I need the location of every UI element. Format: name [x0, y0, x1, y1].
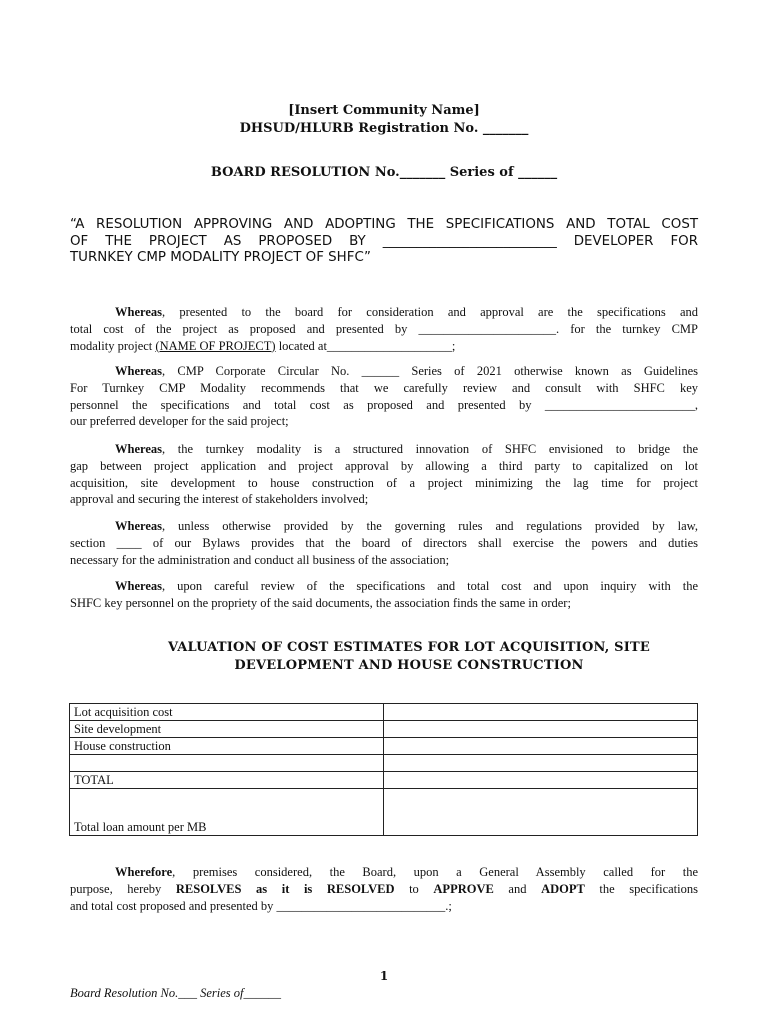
- registration-number: DHSUD/HLURB Registration No. _______: [239, 121, 529, 136]
- wherefore-keyword: Wherefore: [115, 865, 173, 879]
- wherefore-paragraph: Wherefore, premises considered, the Board, upon a General Assembly called for the purpose, hereby RESOLVES as it is RESOLVED to APPROVE and ADOPT the specifications and total cost proposed and presented by ___________________________.;: [70, 865, 698, 913]
- table-row: [70, 721, 698, 738]
- whereas-keyword: Whereas: [115, 579, 162, 593]
- row-label: [70, 755, 384, 772]
- project-name-placeholder: (NAME OF PROJECT): [155, 338, 276, 353]
- whereas-keyword: Whereas: [115, 519, 162, 533]
- row-value: [384, 772, 698, 789]
- whereas-keyword: Whereas: [115, 364, 162, 378]
- whereas-paragraph-4: Whereas, unless otherwise provided by the governing rules and regulations provided by law, section ____ of our Bylaws provides that the board of directors shall exercise the powers and duties necessary for the administration and conduct all business of the association;: [70, 519, 698, 567]
- whereas-keyword: Whereas: [115, 442, 162, 456]
- whereas-paragraph-1: Whereas, presented to the board for consideration and approval are the specifications and total cost of the project as proposed and presented by ______________________. for the turnkey CMP modality project (NAME OF PROJECT) located at____________________;: [70, 305, 698, 353]
- row-value: [384, 721, 698, 738]
- title-line-1: “A RESOLUTION APPROVING AND ADOPTING THE SPECIFICATIONS AND TOTAL COST: [70, 217, 698, 232]
- table-row: [70, 704, 698, 721]
- table-row: [70, 772, 698, 789]
- row-value: [384, 704, 698, 721]
- table-row: [70, 789, 698, 836]
- resolution-title: [70, 217, 698, 267]
- page-footer: Board Resolution No.___ Series of______: [70, 986, 281, 1000]
- row-value: [384, 789, 698, 836]
- whereas-paragraph-2: Whereas, CMP Corporate Circular No. ______ Series of 2021 otherwise known as Guidelines For Turnkey CMP Modality recommends that we carefully review and consult with SHFC key personnel the specifications and total cost as proposed and presented by ________________________, our preferred developer for the said project;: [70, 364, 698, 429]
- row-value: [384, 755, 698, 772]
- title-line-3: TURNKEY CMP MODALITY PROJECT OF SHFC”: [70, 250, 371, 265]
- page-number: 1: [379, 969, 389, 983]
- table-row: [70, 738, 698, 755]
- title-line-2: OF THE PROJECT AS PROPOSED BY __________________________ DEVELOPER FOR: [70, 233, 698, 249]
- row-label: TOTAL: [70, 772, 384, 789]
- community-name: [Insert Community Name]: [288, 103, 480, 118]
- board-resolution-number: BOARD RESOLUTION No._______ Series of ______: [210, 165, 558, 180]
- whereas-paragraph-3: Whereas, the turnkey modality is a structured innovation of SHFC envisioned to bridge the gap between project application and project approval by allowing a third party to capitalized on lot acquisition, site development to house construction of a project minimizing the lag time for project approval and securing the interest of stakeholders involved;: [70, 442, 698, 507]
- row-label: Site development: [70, 721, 384, 738]
- whereas-keyword: Whereas: [115, 305, 162, 319]
- valuation-heading-line-2: DEVELOPMENT AND HOUSE CONSTRUCTION: [234, 658, 584, 673]
- row-value: [384, 738, 698, 755]
- table-row: [70, 755, 698, 772]
- row-label: Lot acquisition cost: [70, 704, 384, 721]
- row-label: House construction: [70, 738, 384, 755]
- cost-estimates-table: [69, 703, 698, 836]
- row-label: Total loan amount per MB: [70, 789, 384, 836]
- whereas-paragraph-5: Whereas, upon careful review of the specifications and total cost and upon inquiry with the SHFC key personnel on the propriety of the said documents, the association finds the same in order;: [70, 579, 698, 610]
- valuation-heading-line-1: VALUATION OF COST ESTIMATES FOR LOT ACQUISITION, SITE: [167, 640, 651, 655]
